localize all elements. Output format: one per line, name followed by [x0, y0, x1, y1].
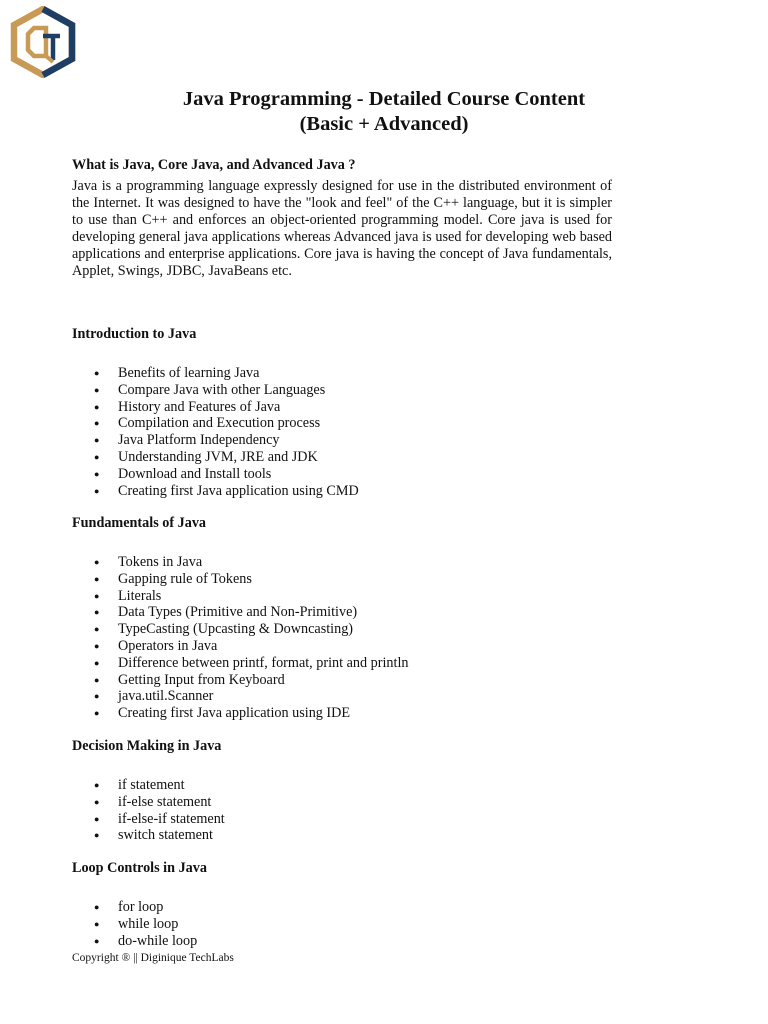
list-item: ● Creating first Java application using IDE — [94, 705, 351, 722]
list-item: ● if statement — [94, 777, 185, 793]
bullet-icon: ● — [94, 813, 100, 824]
bullet-icon: ● — [94, 902, 100, 912]
bullet-icon: ● — [94, 780, 100, 790]
bullet-icon: ● — [94, 451, 100, 462]
company-logo — [10, 6, 76, 78]
intro-paragraph: Java is a programming language expressly designed for use in the distributed environment of the Internet. It was designed to have the "look and feel" of the C++ language, but it is simpler to use than C++ and enforces an object-oriented programming model. Core java is used for developing general java applications whereas Advanced java is used for developing web based applications and enterprise applications. Core java is having the concept of Java fundamentals, Applet, Swings, JDBC, JavaBeans etc. — [72, 178, 612, 280]
bullet-icon: ● — [94, 796, 100, 807]
section-heading-what-is-java: What is Java, Core Java, and Advanced Java ? — [72, 157, 356, 173]
list-item: ● Benefits of learning Java — [94, 365, 260, 381]
bullet-icon: ● — [94, 435, 100, 446]
list-item: ● Difference between printf, format, print and println — [94, 654, 409, 671]
list-item: ● while loop — [94, 915, 179, 932]
list-item: ● do-while loop — [94, 932, 198, 949]
list-loop-controls — [94, 899, 197, 949]
section-heading-introduction: Introduction to Java — [72, 326, 197, 342]
section-heading-fundamentals: Fundamentals of Java — [72, 515, 207, 531]
list-item: ● Download and Install tools — [94, 465, 272, 482]
list-item: ● Understanding JVM, JRE and JDK — [94, 448, 318, 465]
list-item: ● Operators in Java — [94, 637, 218, 654]
bullet-icon: ● — [94, 830, 100, 841]
bullet-icon: ● — [94, 918, 100, 929]
list-item: ● Getting Input from Keyboard — [94, 671, 285, 688]
bullet-icon: ● — [94, 674, 100, 685]
list-item: ● Compilation and Execution process — [94, 415, 321, 432]
bullet-icon: ● — [94, 485, 100, 496]
list-item: ● Literals — [94, 587, 162, 604]
bullet-icon: ● — [94, 624, 100, 635]
list-item: ● Java Platform Independency — [94, 432, 280, 449]
list-item: ● Creating first Java application using CMD — [94, 482, 359, 499]
bullet-icon: ● — [94, 573, 100, 584]
list-item: ● if-else statement — [94, 793, 212, 810]
section-heading-loop-controls: Loop Controls in Java — [72, 860, 207, 876]
bullet-icon: ● — [94, 418, 100, 429]
section-heading-decision-making: Decision Making in Java — [72, 738, 222, 754]
list-item: ● for loop — [94, 899, 164, 915]
list-item: ● TypeCasting (Upcasting & Downcasting) — [94, 621, 354, 638]
list-item: ● Compare Java with other Languages — [94, 381, 326, 398]
bullet-icon: ● — [94, 935, 100, 946]
bullet-icon: ● — [94, 657, 100, 668]
copyright-footer: Copyright ® || Diginique TechLabs — [72, 952, 234, 964]
list-item: ● switch statement — [94, 827, 213, 844]
bullet-icon: ● — [94, 468, 100, 479]
list-fundamentals — [94, 554, 408, 722]
bullet-icon: ● — [94, 401, 100, 412]
bullet-icon: ● — [94, 607, 100, 618]
bullet-icon: ● — [94, 557, 100, 567]
list-item: ● Data Types (Primitive and Non-Primitive) — [94, 604, 358, 621]
list-item: ● if-else-if statement — [94, 810, 225, 827]
list-item: ● History and Features of Java — [94, 398, 281, 415]
list-decision-making — [94, 777, 225, 844]
document-subtitle: (Basic + Advanced) — [299, 113, 469, 135]
list-introduction — [94, 365, 359, 499]
bullet-icon: ● — [94, 691, 100, 702]
list-item: ● java.util.Scanner — [94, 688, 214, 705]
bullet-icon: ● — [94, 590, 100, 601]
list-item: ● Gapping rule of Tokens — [94, 570, 252, 587]
document-title: Java Programming - Detailed Course Content — [182, 88, 586, 110]
bullet-icon: ● — [94, 368, 100, 378]
bullet-icon: ● — [94, 708, 100, 719]
bullet-icon: ● — [94, 384, 100, 395]
list-item: ● Tokens in Java — [94, 554, 203, 570]
bullet-icon: ● — [94, 640, 100, 651]
